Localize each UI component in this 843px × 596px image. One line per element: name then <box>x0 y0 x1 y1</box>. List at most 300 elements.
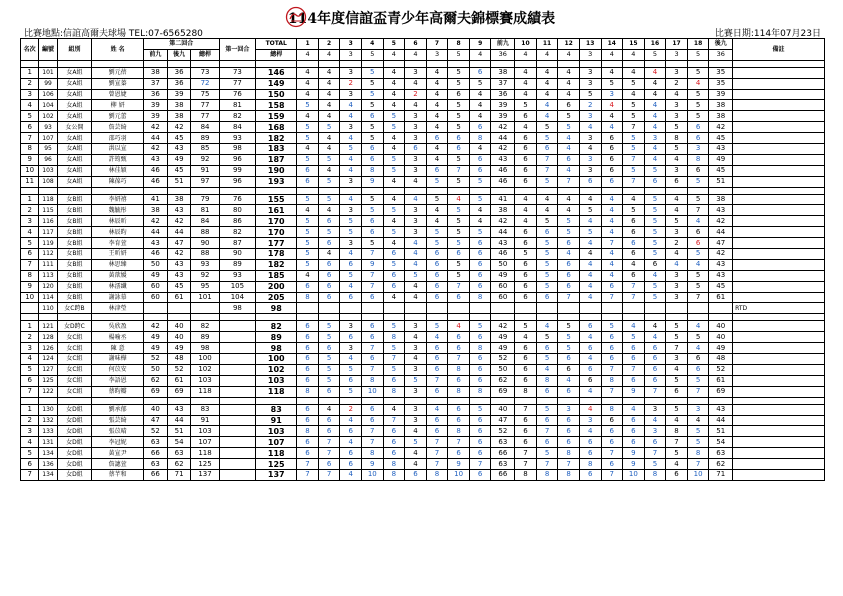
hole-score-cell: 6 <box>623 343 645 354</box>
spacer-cell <box>21 60 39 67</box>
player-number-cell: 118 <box>39 194 57 205</box>
hole-score-cell: 4 <box>666 154 688 165</box>
grand-total-cell: 118 <box>256 448 297 459</box>
round2-back-cell: 47 <box>167 238 191 249</box>
hole-score-cell <box>515 303 537 314</box>
player-row <box>21 111 825 122</box>
hole-score-cell: 5 <box>448 122 470 133</box>
hole-score-cell: 7 <box>383 415 405 426</box>
hole-score-cell: 4 <box>469 216 491 227</box>
hole-score-cell: 5 <box>318 321 340 332</box>
hole-score-cell: 6 <box>340 459 362 470</box>
remark-cell <box>733 194 825 205</box>
group-cell: 女B組 <box>57 227 92 238</box>
hole-score-cell: 4 <box>426 216 448 227</box>
hole-score-cell: 7 <box>666 343 688 354</box>
hole-score-cell: 4 <box>340 133 362 144</box>
player-row <box>21 281 825 292</box>
hole-score-cell: 8 <box>361 448 383 459</box>
spacer-cell <box>709 314 733 321</box>
hole-score-cell: 3 <box>558 404 580 415</box>
hole-score-cell: 4 <box>318 404 340 415</box>
hole-score-cell: 6 <box>515 354 537 365</box>
hole-score-cell: 7 <box>361 437 383 448</box>
hole-header-13: 12 <box>558 39 580 50</box>
hole-score-cell: 7 <box>687 459 709 470</box>
spacer-cell <box>92 397 144 404</box>
remark-cell <box>733 133 825 144</box>
hole-score-cell: 4 <box>558 78 580 89</box>
hole-score-cell: 9 <box>361 459 383 470</box>
hole-score-cell: 4 <box>426 89 448 100</box>
remark-cell <box>733 122 825 133</box>
round2-sum-header: 總桿 <box>191 49 219 60</box>
hole-score-cell: 5 <box>448 216 470 227</box>
player-number-cell: 95 <box>39 144 57 155</box>
player-name-cell: 林澐纖 <box>92 281 144 292</box>
grand-total-cell: 170 <box>256 216 297 227</box>
hole-score-cell: 6 <box>579 176 601 187</box>
hole-score-cell: 4 <box>383 89 405 100</box>
round2-total-cell: 107 <box>191 437 219 448</box>
hole-score-cell: 5 <box>340 270 362 281</box>
hole-score-cell: 6 <box>601 332 623 343</box>
rank-cell: 2 <box>21 332 39 343</box>
spacer-cell <box>666 60 688 67</box>
hole-score-cell: 4 <box>405 426 427 437</box>
hole-score-cell: 6 <box>340 375 362 386</box>
round2-front-cell: 46 <box>144 249 168 260</box>
hole-score-cell: 6 <box>361 292 383 303</box>
hole-score-cell: 3 <box>666 354 688 365</box>
back-nine-subtotal-cell: 35 <box>709 67 733 78</box>
remark-cell <box>733 343 825 354</box>
group-cell: 女C組 <box>57 354 92 365</box>
hole-score-cell <box>644 303 666 314</box>
hole-score-cell: 4 <box>405 194 427 205</box>
hole-score-cell: 3 <box>405 227 427 238</box>
hole-score-cell: 4 <box>644 154 666 165</box>
hole-score-cell: 6 <box>623 249 645 260</box>
front-nine-subtotal-cell: 43 <box>491 238 515 249</box>
spacer-cell <box>687 187 709 194</box>
hole-score-cell: 5 <box>623 205 645 216</box>
remark-cell <box>733 364 825 375</box>
venue-info: 比賽地點:信誼高爾夫球場 TEL:07-6565280 <box>24 29 203 39</box>
back-nine-subtotal-cell: 51 <box>709 426 733 437</box>
spacer-cell <box>219 397 256 404</box>
hole-score-cell: 4 <box>426 78 448 89</box>
hole-score-cell: 6 <box>448 133 470 144</box>
hole-score-cell: 4 <box>405 176 427 187</box>
hole-score-cell: 8 <box>469 343 491 354</box>
hole-score-cell: 6 <box>426 386 448 397</box>
hole-score-cell: 4 <box>644 144 666 155</box>
player-number-cell: 104 <box>39 100 57 111</box>
round1-total-cell: 80 <box>219 205 256 216</box>
hole-score-cell: 6 <box>644 259 666 270</box>
hole-score-cell: 6 <box>558 386 580 397</box>
player-row <box>21 375 825 386</box>
rank-cell: 5 <box>21 238 39 249</box>
round2-total-cell: 95 <box>191 281 219 292</box>
round2-back-cell: 61 <box>167 292 191 303</box>
round2-total-cell: 118 <box>191 386 219 397</box>
hole-score-cell: 4 <box>383 100 405 111</box>
hole-score-cell: 3 <box>405 122 427 133</box>
spacer-cell <box>426 187 448 194</box>
hole-score-cell: 7 <box>623 364 645 375</box>
hole-score-cell: 5 <box>297 259 319 270</box>
round1-total-cell: 76 <box>219 89 256 100</box>
hole-score-cell: 5 <box>383 154 405 165</box>
hole-score-cell: 5 <box>536 281 558 292</box>
hole-score-cell: 7 <box>515 404 537 415</box>
hole-score-cell: 6 <box>536 292 558 303</box>
spacer-cell <box>666 397 688 404</box>
hole-score-cell: 6 <box>644 343 666 354</box>
hole-score-cell: 4 <box>558 133 580 144</box>
hole-score-cell: 5 <box>515 321 537 332</box>
back-nine-subtotal-cell: 49 <box>709 343 733 354</box>
player-number-cell: 107 <box>39 133 57 144</box>
hole-score-cell: 7 <box>448 165 470 176</box>
hole-score-cell: 5 <box>644 165 666 176</box>
spacer-cell <box>491 60 515 67</box>
spacer-cell <box>644 60 666 67</box>
hole-score-cell: 4 <box>469 100 491 111</box>
hole-score-cell: 9 <box>448 459 470 470</box>
spacer-cell <box>469 314 491 321</box>
hole-score-cell: 6 <box>579 343 601 354</box>
spacer-cell <box>219 60 256 67</box>
par-11: 4 <box>515 49 537 60</box>
hole-score-cell: 7 <box>515 448 537 459</box>
spacer-cell <box>687 314 709 321</box>
rank-cell: 6 <box>21 375 39 386</box>
rank-cell: 8 <box>21 144 39 155</box>
player-row <box>21 227 825 238</box>
hole-score-cell: 4 <box>426 144 448 155</box>
remark-cell <box>733 281 825 292</box>
hole-score-cell: 4 <box>579 216 601 227</box>
hole-score-cell: 7 <box>623 154 645 165</box>
hole-score-cell: 6 <box>361 404 383 415</box>
hole-score-cell: 5 <box>558 216 580 227</box>
hole-score-cell <box>297 303 319 314</box>
round2-back-cell: 36 <box>167 78 191 89</box>
hole-score-cell: 6 <box>318 292 340 303</box>
hole-score-cell: 4 <box>318 67 340 78</box>
group-cell: 女D組 <box>57 404 92 415</box>
spacer-cell <box>361 397 383 404</box>
hole-score-cell: 5 <box>579 89 601 100</box>
hole-score-cell: 8 <box>687 448 709 459</box>
hole-score-cell: 5 <box>687 100 709 111</box>
hole-score-cell: 5 <box>469 176 491 187</box>
remark-cell <box>733 67 825 78</box>
spacer-cell <box>405 60 427 67</box>
player-number-cell: 103 <box>39 165 57 176</box>
hole-score-cell: 6 <box>383 426 405 437</box>
hole-score-cell <box>469 303 491 314</box>
hole-score-cell: 5 <box>405 375 427 386</box>
hole-score-cell: 4 <box>601 216 623 227</box>
hole-score-cell: 8 <box>297 386 319 397</box>
round2-total-cell: 75 <box>191 89 219 100</box>
front-nine-subtotal-cell: 49 <box>491 332 515 343</box>
hole-score-cell: 6 <box>601 281 623 292</box>
hole-score-cell: 3 <box>405 205 427 216</box>
hole-score-cell: 4 <box>405 332 427 343</box>
rank-cell: 6 <box>21 249 39 260</box>
hole-header-4: 4 <box>361 39 383 50</box>
spacer-cell <box>733 187 825 194</box>
group-spacer-row <box>21 60 825 67</box>
hole-score-cell: 6 <box>601 154 623 165</box>
player-number-cell: 121 <box>39 321 57 332</box>
hole-score-cell: 6 <box>558 364 580 375</box>
hole-score-cell: 6 <box>448 415 470 426</box>
rank-cell: 10 <box>21 292 39 303</box>
player-number-cell: 136 <box>39 459 57 470</box>
remark-cell <box>733 205 825 216</box>
hole-score-cell: 6 <box>515 176 537 187</box>
hole-score-cell: 7 <box>601 386 623 397</box>
par-8: 5 <box>448 49 470 60</box>
round2-front-cell: 47 <box>144 415 168 426</box>
hole-score-cell: 5 <box>297 216 319 227</box>
group-cell: 女B組 <box>57 216 92 227</box>
round2-front-cell: 39 <box>144 111 168 122</box>
hole-score-cell: 5 <box>426 176 448 187</box>
hole-score-cell: 4 <box>515 67 537 78</box>
hole-score-cell: 4 <box>579 122 601 133</box>
hole-score-cell: 6 <box>361 415 383 426</box>
hole-score-cell: 8 <box>558 448 580 459</box>
hole-score-cell: 4 <box>469 144 491 155</box>
hole-score-cell: 3 <box>666 281 688 292</box>
hole-score-cell: 8 <box>469 386 491 397</box>
hole-score-cell: 6 <box>579 469 601 480</box>
spacer-cell <box>515 397 537 404</box>
back-nine-subtotal-cell: 71 <box>709 469 733 480</box>
player-row <box>21 343 825 354</box>
rank-cell: 2 <box>21 78 39 89</box>
round1-total-cell: 98 <box>219 144 256 155</box>
hole-score-cell <box>361 303 383 314</box>
hole-score-cell: 4 <box>666 205 688 216</box>
hole-score-cell: 8 <box>687 154 709 165</box>
hole-score-cell: 4 <box>579 194 601 205</box>
hole-score-cell: 4 <box>448 321 470 332</box>
event-date: 比賽日期:114年07月23日 <box>714 29 821 39</box>
hole-score-cell: 4 <box>601 122 623 133</box>
hole-score-cell: 6 <box>318 270 340 281</box>
back-nine-subtotal-cell: 61 <box>709 375 733 386</box>
round1-total-cell <box>219 386 256 397</box>
back-nine-subtotal-cell: 38 <box>709 194 733 205</box>
player-number-cell: 116 <box>39 216 57 227</box>
rank-cell: 3 <box>21 426 39 437</box>
remark-cell <box>733 448 825 459</box>
hole-score-cell: 9 <box>361 259 383 270</box>
front-nine-subtotal-cell: 66 <box>491 469 515 480</box>
hole-score-cell: 6 <box>426 364 448 375</box>
round1-total-cell <box>219 375 256 386</box>
front-nine-subtotal-cell: 49 <box>491 270 515 281</box>
hole-score-cell: 5 <box>383 205 405 216</box>
back-nine-subtotal-cell: 42 <box>709 122 733 133</box>
spacer-cell <box>579 187 601 194</box>
hole-score-cell: 5 <box>644 216 666 227</box>
hole-header-7: 7 <box>426 39 448 50</box>
spacer-cell <box>340 60 362 67</box>
hole-score-cell: 4 <box>687 343 709 354</box>
round1-total-cell <box>219 332 256 343</box>
player-number-cell: 128 <box>39 332 57 343</box>
round1-total-cell: 86 <box>219 216 256 227</box>
round2-total-cell: 77 <box>191 111 219 122</box>
player-name-cell: 陳葆巧 <box>92 176 144 187</box>
hole-score-cell: 7 <box>361 281 383 292</box>
hole-score-cell: 5 <box>318 332 340 343</box>
hole-score-cell: 4 <box>579 144 601 155</box>
hole-score-cell: 4 <box>405 259 427 270</box>
hole-score-cell: 6 <box>558 437 580 448</box>
hole-score-cell: 6 <box>536 343 558 354</box>
hole-score-cell: 6 <box>318 459 340 470</box>
hole-score-cell: 6 <box>515 165 537 176</box>
remark-cell <box>733 469 825 480</box>
par-9: 4 <box>469 49 491 60</box>
hole-score-cell: 2 <box>666 238 688 249</box>
spacer-cell <box>57 397 92 404</box>
group-cell: 女A組 <box>57 144 92 155</box>
group-cell: 女A組 <box>57 100 92 111</box>
group-cell: 女B組 <box>57 238 92 249</box>
rank-cell: 4 <box>21 100 39 111</box>
hole-score-cell: 5 <box>469 404 491 415</box>
remark-cell <box>733 375 825 386</box>
hole-score-cell: 5 <box>448 111 470 122</box>
grand-total-cell: 190 <box>256 165 297 176</box>
hole-score-cell: 6 <box>426 259 448 270</box>
round2-front-cell: 63 <box>144 459 168 470</box>
back-nine-subtotal-cell: 49 <box>709 154 733 165</box>
hole-score-cell: 4 <box>405 238 427 249</box>
hole-score-cell: 7 <box>558 176 580 187</box>
remark-cell <box>733 426 825 437</box>
group-cell: 女D組 <box>57 448 92 459</box>
rank-cell: 3 <box>21 216 39 227</box>
hole-score-cell: 6 <box>297 354 319 365</box>
spacer-cell <box>491 187 515 194</box>
hole-score-cell: 7 <box>623 176 645 187</box>
hole-score-cell: 6 <box>515 144 537 155</box>
round2-total-cell: 137 <box>191 469 219 480</box>
player-name-cell: 魏毓彤 <box>92 205 144 216</box>
round2-back-cell: 36 <box>167 67 191 78</box>
group-cell: 女C跨B <box>57 303 92 314</box>
hole-score-cell: 6 <box>361 111 383 122</box>
hole-score-cell: 6 <box>448 292 470 303</box>
hole-score-cell: 6 <box>297 176 319 187</box>
remark-cell <box>733 259 825 270</box>
hole-score-cell: 4 <box>558 249 580 260</box>
hole-score-cell: 6 <box>361 332 383 343</box>
hole-score-cell: 4 <box>558 67 580 78</box>
round2-front-cell: 36 <box>144 89 168 100</box>
hole-score-cell: 6 <box>515 343 537 354</box>
back-nine-subtotal-cell: 43 <box>709 270 733 281</box>
round2-back-cell: 54 <box>167 437 191 448</box>
grand-total-cell: 170 <box>256 227 297 238</box>
player-name-cell: 林辰昀 <box>92 227 144 238</box>
hole-score-cell: 4 <box>515 194 537 205</box>
hole-score-cell: 6 <box>469 122 491 133</box>
round1-total-cell: 82 <box>219 111 256 122</box>
spacer-cell <box>167 60 191 67</box>
remark-cell <box>733 386 825 397</box>
player-number-cell: 115 <box>39 205 57 216</box>
back-nine-subtotal-cell <box>709 303 733 314</box>
round2-front-cell: 38 <box>144 67 168 78</box>
hole-score-cell: 6 <box>469 332 491 343</box>
spacer-cell <box>39 187 57 194</box>
hole-score-cell: 4 <box>297 144 319 155</box>
front-nine-subtotal-cell: 60 <box>491 292 515 303</box>
hole-score-cell: 5 <box>558 111 580 122</box>
spacer-cell <box>558 314 580 321</box>
hole-score-cell: 6 <box>579 375 601 386</box>
round1-total-cell: 82 <box>219 227 256 238</box>
front-nine-subtotal-cell: 52 <box>491 426 515 437</box>
round2-total-cell: 125 <box>191 459 219 470</box>
hole-score-cell: 6 <box>601 133 623 144</box>
hole-score-cell: 8 <box>644 469 666 480</box>
round1-total-cell <box>219 459 256 470</box>
hole-score-cell: 5 <box>361 133 383 144</box>
hole-score-cell: 5 <box>666 448 688 459</box>
hole-score-cell: 7 <box>666 437 688 448</box>
grand-total-cell: 168 <box>256 122 297 133</box>
par-15: 4 <box>601 49 623 60</box>
round2-back-cell: 63 <box>167 448 191 459</box>
hole-score-cell: 7 <box>687 386 709 397</box>
header-row <box>21 39 825 50</box>
hole-score-cell: 6 <box>426 270 448 281</box>
hole-score-cell: 8 <box>469 133 491 144</box>
player-name-cell: 楊喻丞 <box>92 332 144 343</box>
spacer-cell <box>515 60 537 67</box>
player-number-cell: 122 <box>39 386 57 397</box>
hole-score-cell: 6 <box>405 144 427 155</box>
hole-score-cell: 5 <box>405 437 427 448</box>
hole-score-cell: 4 <box>318 78 340 89</box>
round1-total-cell: 84 <box>219 122 256 133</box>
hole-score-cell: 6 <box>469 469 491 480</box>
hole-score-cell: 10 <box>623 469 645 480</box>
hole-score-cell: 4 <box>579 354 601 365</box>
hole-score-cell: 3 <box>405 67 427 78</box>
rank-cell: 6 <box>21 122 39 133</box>
player-name-cell: 謝味樺 <box>92 354 144 365</box>
group-spacer-row <box>21 187 825 194</box>
spacer-cell <box>579 314 601 321</box>
total-header: TOTAL <box>256 39 297 50</box>
spacer-cell <box>536 60 558 67</box>
